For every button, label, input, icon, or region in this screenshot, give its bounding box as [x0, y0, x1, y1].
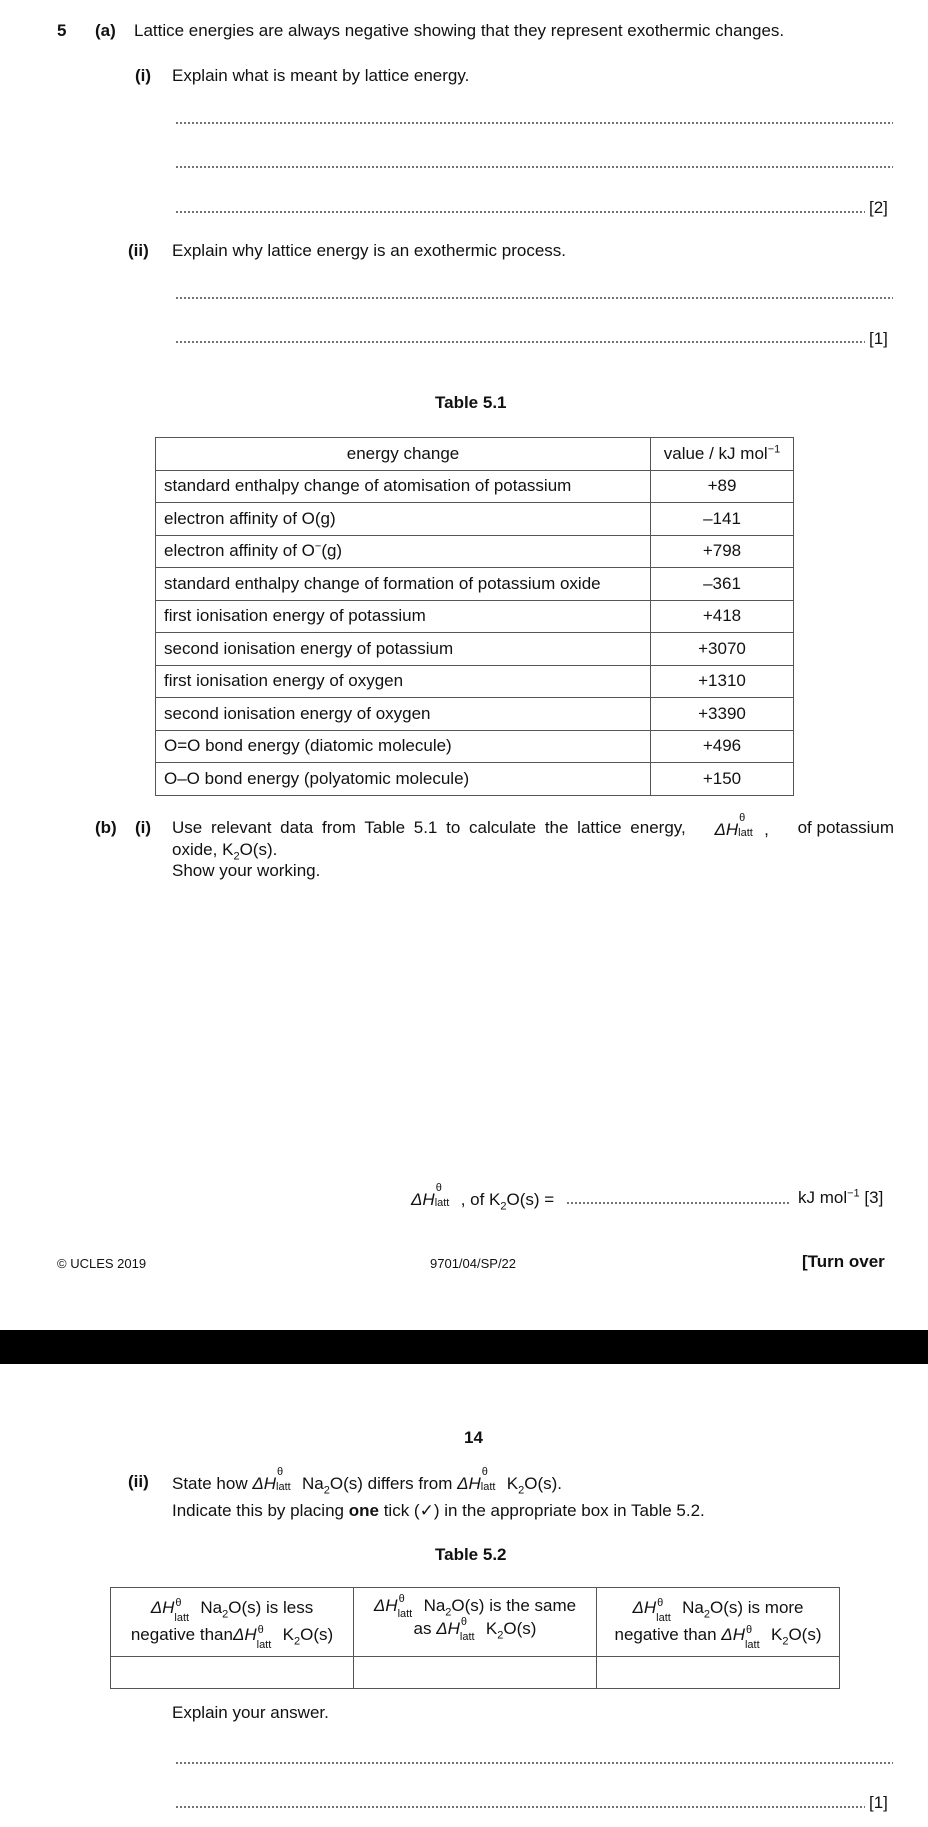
text: State how: [172, 1474, 248, 1493]
latt: latt: [656, 1612, 671, 1624]
table-header-row: [111, 1588, 840, 1657]
subscript-2: 2: [233, 850, 240, 863]
option-same: [354, 1588, 597, 1657]
latt-script: [459, 1616, 486, 1643]
explain-instruction: Explain your answer.: [172, 1703, 329, 1722]
subscript-2: 2: [782, 1635, 789, 1648]
latt: latt: [256, 1639, 272, 1651]
part-a-i-question: Explain what is meant by lattice energy.: [172, 66, 470, 85]
text: negative than: [614, 1625, 722, 1644]
delta-h: ΔH: [373, 1596, 398, 1615]
energy-change-cell: second ionisation energy of oxygen: [156, 698, 651, 731]
part-a-stem: Lattice energies are always negative showing that they represent exothermic changes.: [134, 21, 785, 40]
part-b-label: (b): [95, 818, 117, 837]
latt: latt: [480, 1481, 496, 1493]
delta-h-latt-symbol: [373, 1593, 424, 1620]
subscript-2: 2: [222, 1608, 229, 1621]
part-b-ii-question: [172, 1466, 563, 1497]
answer-line-a-i-2[interactable]: [175, 166, 893, 168]
text: K: [506, 1474, 519, 1493]
delta-h-latt-symbol: [232, 1624, 283, 1651]
delta-h-latt-symbol: [721, 1624, 771, 1651]
value-cell: +1310: [651, 665, 794, 698]
subscript-2: 2: [703, 1608, 711, 1621]
latt: latt: [459, 1631, 475, 1643]
text: tick (✓) in the appropriate box in Table 5.2.: [383, 1501, 705, 1520]
theta: θ: [277, 1466, 284, 1478]
delta-h-latt-symbol: ΔH θ latt ,: [714, 812, 769, 839]
latt: latt: [276, 1481, 291, 1493]
table-row: [156, 568, 794, 601]
theta: θ: [398, 1593, 405, 1605]
tick-box-less-negative[interactable]: [111, 1657, 354, 1689]
subscript-2: 2: [518, 1484, 525, 1497]
header-value-unit-sup: −1: [767, 443, 781, 456]
part-a-label: (a): [95, 21, 116, 40]
table-row: [156, 633, 794, 666]
tick-row: [111, 1657, 840, 1689]
answer-prefix-b: O(s) =: [506, 1190, 555, 1209]
table-header-row: [156, 438, 794, 471]
delta-h-latt-symbol: [436, 1616, 486, 1643]
energy-change-cell: O–O bond energy (polyatomic molecule): [156, 763, 651, 796]
unit-sup: −1: [847, 1187, 860, 1200]
text: O(s): [503, 1619, 537, 1638]
marks-a-i: [2]: [869, 198, 888, 217]
label-sup: −: [314, 540, 322, 553]
theta: θ: [739, 812, 746, 824]
table-row: [156, 600, 794, 633]
option-less-negative: [111, 1588, 354, 1657]
text: O(s) is the same: [451, 1596, 577, 1615]
table-5-2: [110, 1587, 840, 1689]
header-energy-change: energy change: [156, 438, 651, 471]
tick-box-same[interactable]: [354, 1657, 597, 1689]
part-b-i-question-line-1: [172, 812, 894, 840]
text: O(s) is less: [228, 1598, 314, 1617]
value-cell: +3390: [651, 698, 794, 731]
latt: latt: [744, 1639, 760, 1651]
energy-change-cell: first ionisation energy of oxygen: [156, 665, 651, 698]
part-b-ii-label: (ii): [128, 1472, 149, 1491]
table-row: [156, 698, 794, 731]
delta-h-latt-symbol: ΔH θ latt ,: [411, 1182, 466, 1209]
delta-h-latt-symbol: [252, 1466, 302, 1493]
text: Na: [682, 1598, 704, 1617]
answer-line-b-i[interactable]: [566, 1202, 791, 1204]
delta-h: ΔH: [436, 1619, 460, 1638]
label-post: (g): [321, 541, 343, 561]
text: O(s).: [524, 1474, 563, 1493]
delta-h: ΔH: [252, 1474, 277, 1493]
table-row: [156, 665, 794, 698]
delta-h: ΔH: [457, 1474, 481, 1493]
answer-line-a-i-3[interactable]: [175, 211, 865, 213]
latt-script: [744, 1623, 771, 1651]
question-text-3: oxide, K: [172, 840, 234, 859]
answer-line-a-ii-2[interactable]: [175, 341, 865, 343]
answer-line-b-ii-1[interactable]: [175, 1762, 893, 1764]
delta-h: ΔH: [714, 820, 739, 839]
latt-script: [434, 1182, 461, 1209]
value-cell: –141: [651, 503, 794, 536]
answer-prefix: of K: [470, 1190, 501, 1209]
latt: latt: [397, 1608, 413, 1620]
answer-line-a-i-1[interactable]: [175, 122, 893, 124]
answer-unit-b-i: [798, 1188, 883, 1208]
part-b-i-question-line-2: [172, 840, 278, 863]
footer-copyright: © UCLES 2019: [57, 1256, 147, 1271]
theta: θ: [435, 1182, 442, 1194]
value-cell: +3070: [651, 633, 794, 666]
text: Indicate this by placing: [172, 1501, 344, 1520]
energy-change-cell: standard enthalpy change of atomisation of potassium: [156, 470, 651, 503]
theta: θ: [460, 1616, 468, 1628]
theta: θ: [175, 1597, 182, 1609]
footer-paper-code: 9701/04/SP/22: [430, 1256, 517, 1271]
marks-b-ii: [1]: [869, 1793, 888, 1812]
text: Na: [423, 1596, 446, 1615]
text: K: [282, 1625, 294, 1644]
subscript-2: 2: [293, 1635, 301, 1648]
value-cell: +89: [651, 470, 794, 503]
part-a-ii-label: (ii): [128, 241, 149, 260]
latt-script: [174, 1596, 200, 1624]
unit: kJ mol: [798, 1188, 848, 1207]
page-separator: [0, 1330, 928, 1364]
marks-b-i: [3]: [864, 1188, 884, 1207]
latt: latt: [738, 827, 753, 839]
question-text-3b: O(s).: [239, 840, 278, 859]
value-cell: –361: [651, 568, 794, 601]
header-value: [651, 438, 794, 471]
energy-change-cell: [156, 535, 651, 568]
part-b-i-working-instruction: Show your working.: [172, 861, 321, 880]
text: O(s): [300, 1625, 334, 1644]
value-cell: +418: [651, 600, 794, 633]
value-cell: +798: [651, 535, 794, 568]
table-5-1-caption: Table 5.1: [435, 393, 507, 412]
energy-change-cell: electron affinity of O(g): [156, 503, 651, 536]
delta-h: ΔH: [150, 1598, 175, 1617]
latt: latt: [434, 1197, 450, 1209]
text: O(s) is more: [710, 1598, 804, 1617]
table-row: [156, 535, 794, 568]
option-more-negative: [597, 1588, 840, 1657]
latt-script: [480, 1466, 507, 1493]
text: O(s) differs from: [329, 1474, 453, 1493]
subscript-2: 2: [445, 1606, 452, 1619]
text: negative than: [130, 1625, 233, 1644]
label-pre: electron affinity of O: [164, 541, 315, 561]
emphasis-one: one: [348, 1501, 379, 1520]
latt: latt: [174, 1612, 190, 1624]
text: K: [770, 1625, 783, 1644]
delta-h: ΔH: [411, 1190, 435, 1209]
marks-a-ii: [1]: [869, 329, 888, 348]
part-b-i-label: (i): [135, 818, 152, 837]
question-number: 5: [57, 21, 67, 40]
question-text: Use relevant data from Table 5.1 to calculate the lattice energy,: [172, 818, 686, 837]
tick-box-more-negative[interactable]: [597, 1657, 840, 1689]
text: K: [485, 1619, 498, 1638]
text: Na: [302, 1474, 324, 1493]
delta-h: ΔH: [632, 1598, 657, 1617]
table-row: [156, 763, 794, 796]
delta-h-latt-symbol: [632, 1597, 682, 1624]
table-5-1: [155, 437, 794, 796]
energy-change-cell: O=O bond energy (diatomic molecule): [156, 730, 651, 763]
subscript-2: 2: [500, 1200, 507, 1213]
energy-change-cell: first ionisation energy of potassium: [156, 600, 651, 633]
subscript-2: 2: [323, 1484, 330, 1497]
energy-change-cell: standard enthalpy change of formation of potassium oxide: [156, 568, 651, 601]
latt-script: [256, 1623, 283, 1651]
latt-script: [397, 1593, 424, 1620]
theta: θ: [745, 1624, 753, 1636]
text: O(s): [788, 1625, 822, 1644]
value-cell: +150: [651, 763, 794, 796]
part-a-ii-question: Explain why lattice energy is an exothermic process.: [172, 241, 567, 260]
text: Na: [200, 1598, 223, 1617]
subscript-2: 2: [497, 1629, 504, 1642]
part-a-i-label: (i): [135, 66, 152, 85]
table-5-2-caption: Table 5.2: [435, 1545, 507, 1564]
table-row: [156, 470, 794, 503]
theta: θ: [257, 1624, 264, 1636]
header-value-unit: value / kJ mol: [663, 443, 768, 463]
delta-h: ΔH: [721, 1625, 745, 1644]
latt-script: [276, 1466, 302, 1493]
delta-h: ΔH: [232, 1625, 257, 1644]
table-row: [156, 730, 794, 763]
footer-turn-over: [Turn over: [802, 1252, 885, 1271]
value-cell: +496: [651, 730, 794, 763]
theta: θ: [657, 1597, 664, 1609]
energy-change-cell: second ionisation energy of potassium: [156, 633, 651, 666]
table-row: [156, 503, 794, 536]
answer-line-a-ii-1[interactable]: [175, 297, 893, 299]
answer-label-b-i: [411, 1182, 555, 1213]
theta: θ: [481, 1466, 488, 1478]
text: as: [413, 1619, 437, 1638]
delta-h-latt-symbol: [150, 1597, 201, 1624]
delta-h-latt-symbol: [457, 1466, 507, 1493]
question-text-2: of potassium: [797, 818, 894, 837]
page-number: 14: [464, 1428, 483, 1447]
latt-script: [656, 1596, 682, 1624]
part-b-ii-instruction: [172, 1501, 705, 1521]
latt-script: [738, 812, 764, 839]
answer-line-b-ii-2[interactable]: [175, 1806, 865, 1808]
